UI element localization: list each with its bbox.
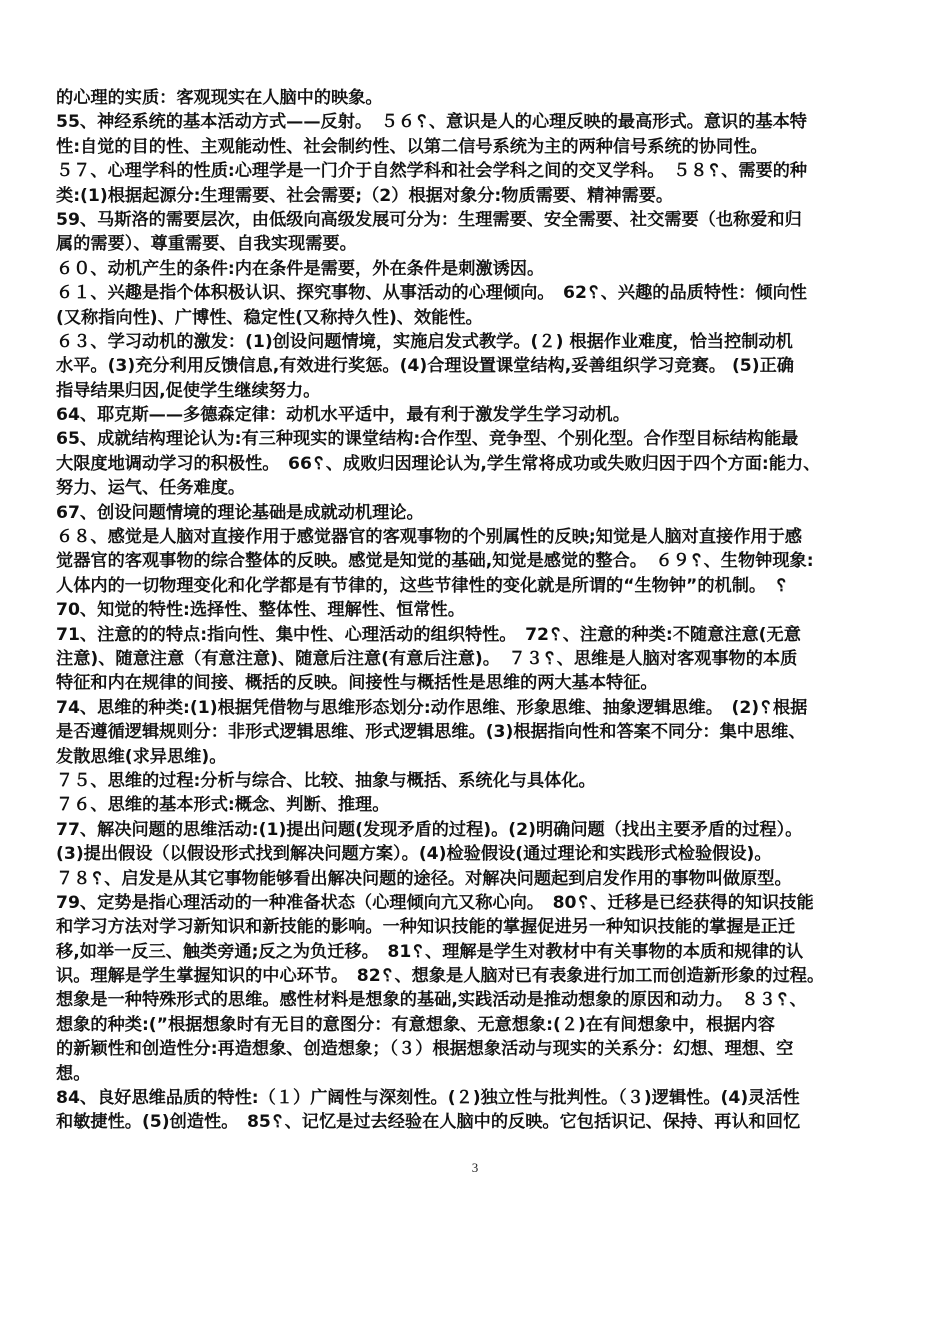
text-line: 和敏捷性。(5)创造性。 85␦、记忆是过去经验在人脑中的反映。它包括识记、保持、再认和回忆	[56, 1112, 801, 1133]
text-line: 发散思维(求异思维)。	[56, 746, 227, 767]
text-line: 类:(1)根据起源分:生理需要、社会需要;（2）根据对象分:物质需要、精神需要。	[56, 185, 674, 206]
text-line: ６１、兴趣是指个体积极认识、探究事物、从事活动的心理倾向。 62␦、兴趣的品质特性：倾向性	[56, 283, 807, 304]
text-line: 特征和内在规律的间接、概括的反映。间接性与概括性是思维的两大基本特征。	[56, 673, 658, 694]
text-line: 74、思维的种类:(1)根据凭借物与思维形态划分:动作思维、形象思维、抽象逻辑思维。 (2)␦根据	[56, 697, 808, 718]
text-line: 是否遵循逻辑规则分：非形式逻辑思维、形式逻辑思维。(3)根据指向性和答案不同分：集中思维、	[56, 722, 806, 743]
text-line: 识。理解是学生掌握知识的中心环节。 82␦、想象是人脑对已有表象进行加工而创造新形象的过程。	[56, 966, 825, 987]
text-line: ７６、思维的基本形式:概念、判断、推理。	[56, 795, 390, 816]
text-line: 觉器官的客观事物的综合整体的反映。感觉是知觉的基础,知觉是感觉的整合。 ６９␦、生物钟现象:	[56, 551, 814, 572]
text-line: 65、成就结构理论认为:有三种现实的课堂结构:合作型、竞争型、个别化型。合作型目标结构能最	[56, 429, 799, 450]
text-line: 性:自觉的目的性、主观能动性、社会制约性、以第二信号系统为主的两种信号系统的协同性。	[56, 136, 768, 157]
text-line: 指导结果归因,促使学生继续努力。	[56, 380, 321, 401]
text-line: (3)提出假设（以假设形式找到解决问题方案）。(4)检验假设(通过理论和实践形式检验假设)。	[56, 844, 772, 865]
text-line: 和学习方法对学习新知识和新技能的影响。一种知识技能的掌握促进另一种知识技能的掌握是正迁	[56, 917, 796, 938]
text-line: 59、马斯洛的需要层次，由低级向高级发展可分为：生理需要、安全需要、社交需要（也称爱和归	[56, 209, 802, 230]
text-line: 想象的种类:(”根据想象时有无目的意图分：有意想象、无意想象:(２)在有间想象中，根据内容	[56, 1014, 775, 1035]
document-body	[56, 86, 896, 1159]
text-line: 84、良好思维品质的特性:（１）广阔性与深刻性。(２)独立性与批判性。（３)逻辑性。(4)灵活性	[56, 1088, 800, 1109]
text-line: 属的需要）、尊重需要、自我实现需要。	[56, 234, 357, 255]
page-number: 3	[471, 1160, 479, 1175]
text-line: (又称指向性)、广博性、稳定性(又称持久性)、效能性。	[56, 307, 483, 328]
text-line	[56, 1135, 896, 1159]
text-line: 77、解决问题的思维活动:(1)提出问题(发现矛盾的过程)。(2)明确问题（找出主要矛盾的过程）。	[56, 819, 803, 840]
text-line: 79、定势是指心理活动的一种准备状态（心理倾向亢又称心向。 80␦、迁移是已经获得的知识技能	[56, 892, 814, 913]
text-line: 人体内的一切物理变化和化学都是有节律的，这些节律性的变化就是所谓的“生物钟”的机制。 ␦	[56, 575, 789, 596]
text-line: 71、注意的的特点:指向性、集中性、心理活动的组织特性。 72␦、注意的种类:不随意注意(无意	[56, 624, 801, 645]
text-line: ７５、思维的过程:分析与综合、比较、抽象与概括、系统化与具体化。	[56, 770, 596, 791]
text-line: 大限度地调动学习的积极性。 66␦、成败归因理论认为,学生常将成功或失败归因于四个方面:能力、	[56, 453, 821, 474]
text-line: 64、耶克斯——多德森定律：动机水平适中，最有利于激发学生学习动机。	[56, 405, 630, 426]
text-line: 55、神经系统的基本活动方式——反射。 ５６␦、意识是人的心理反映的最高形式。意识的基本特	[56, 112, 807, 133]
text-line: 想象是一种特殊形式的思维。感性材料是想象的基础,实践活动是推动想象的原因和动力。 ８３␦、	[56, 990, 807, 1011]
text-line: ６３、学习动机的激发：(1)创设问题情境，实施启发式教学。(２) 根据作业难度，恰当控制动机	[56, 331, 793, 352]
text-line: 67、创设问题情境的理论基础是成就动机理论。	[56, 502, 424, 523]
text-line: ６８、感觉是人脑对直接作用于感觉器官的客观事物的个别属性的反映;知觉是人脑对直接作用于感	[56, 527, 802, 548]
text-line: ７８␦、启发是从其它事物能够看出解决问题的途径。对解决问题起到启发作用的事物叫做原型。	[56, 868, 792, 889]
text-line: 70、知觉的特性:选择性、整体性、理解性、恒常性。	[56, 600, 465, 621]
text-line: 想。	[56, 1063, 91, 1084]
text-line: ５７、心理学科的性质:心理学是一门介于自然学科和社会学科之间的交叉学科。 ５８␦、需要的种	[56, 161, 808, 182]
text-line: 注意)、随意注意（有意注意)、随意后注意(有意后注意)。 ７３␦、思维是人脑对客观事物的本质	[56, 648, 798, 669]
text-line: 的新颖性和创造性分:再造想象、创造想象；（３）根据想象活动与现实的关系分：幻想、理想、空	[56, 1039, 794, 1060]
text-line: 的心理的实质：客观现实在人脑中的映象。	[56, 88, 383, 108]
text-line: ６０、动机产生的条件:内在条件是需要，外在条件是刺激诱因。	[56, 258, 545, 279]
text-line: 移,如举一反三、触类旁通;反之为负迁移。 81␦、理解是学生对教材中有关事物的本质和规律的认	[56, 941, 804, 962]
text-line: 水平。(3)充分利用反馈信息,有效进行奖惩。(4)合理设置课堂结构,妥善组织学习竞赛。 (5)正确	[56, 356, 794, 377]
text-line: 努力、运气、任务难度。	[56, 478, 246, 499]
